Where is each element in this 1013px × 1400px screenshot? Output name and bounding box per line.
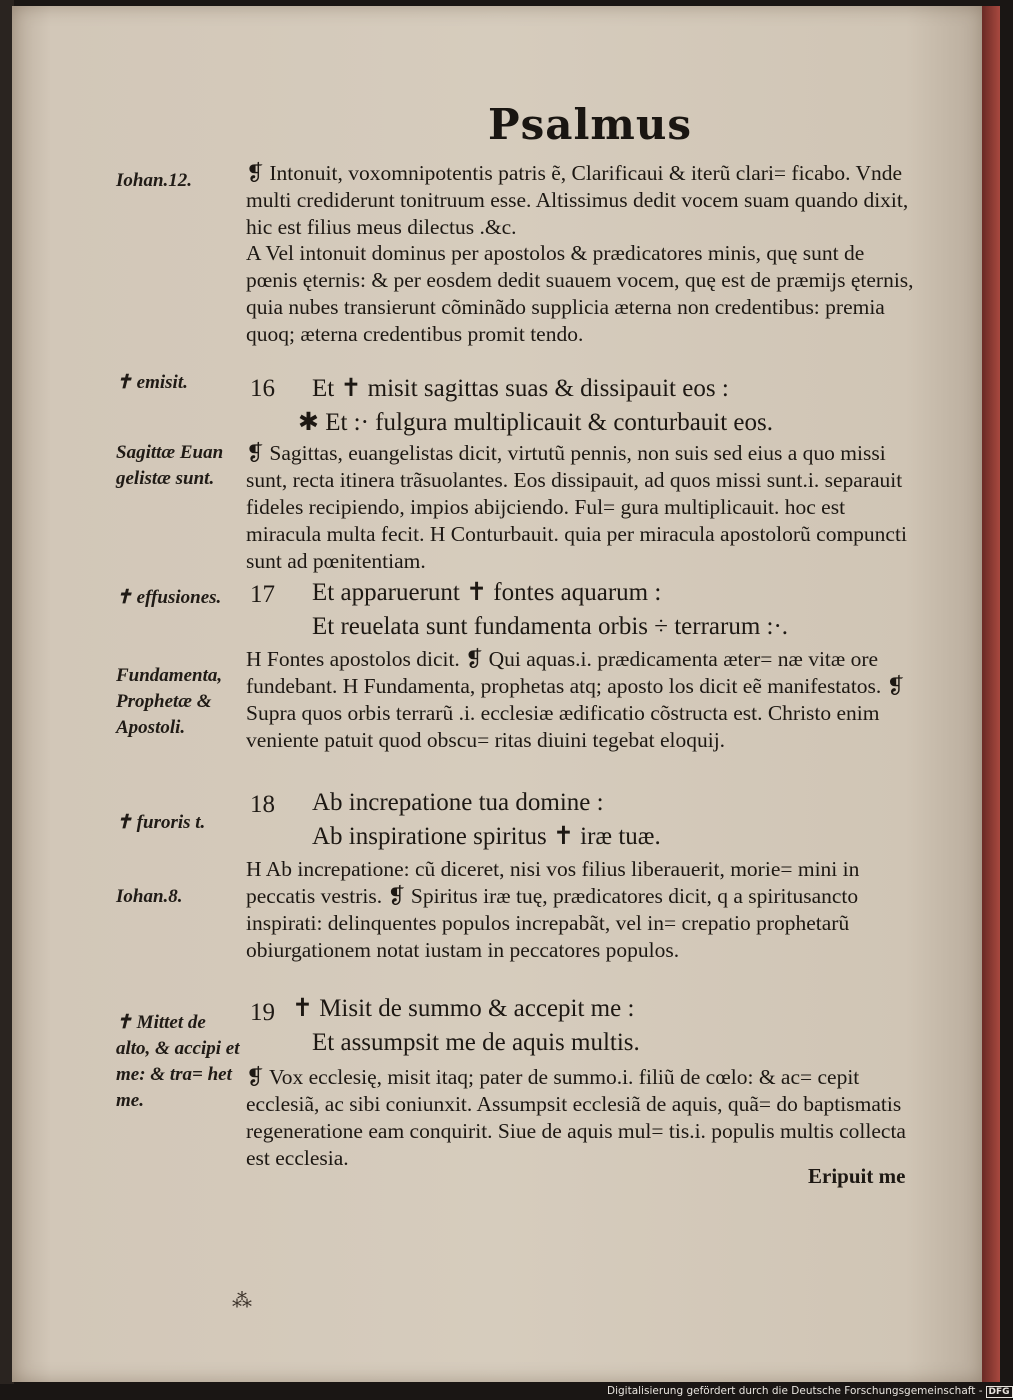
verse-line: Et reuelata sunt fundamenta orbis ÷ terrarum :·. [312, 613, 789, 640]
verse-line: ✝ Misit de summo & accepit me : [292, 995, 635, 1022]
commentary-paragraph: ❡ Intonuit, voxomnipotentis patris ẽ, Clarificaui & iterũ clari= ficabo. Vnde multi crediderunt tonitruum esse. Altissimus dedit vocem suam quando dixit, hic est filius meus dilectus .&c. [246, 161, 909, 239]
verse-number: 18 [250, 791, 275, 818]
verse-number: 19 [250, 999, 275, 1026]
margin-note-iohan8: Iohan.8. [116, 886, 183, 907]
verse-line: Ab increpatione tua domine : [312, 789, 604, 816]
verse-line: Et assumpsit me de aquis multis. [312, 1029, 640, 1056]
commentary-paragraph: H Fontes apostolos dicit. ❡ Qui aquas.i. prædicamenta æter= næ vitæ ore fundebant. H Fundamenta, prophetas atq; aposto los dicit eẽ manifestatos. ❡ Supra quos orbis terrarũ .i. ecclesiæ ædificatio cõstructa est. Christo enim veniente patuit quod obscu= ritas diuini tegebat eloquij. [246, 647, 905, 752]
margin-note-iohan12: Iohan.12. [116, 170, 193, 191]
commentary-paragraph: ❡ Sagittas, euangelistas dicit, virtutũ pennis, non suis sed eius a quo missi sunt, recta itinera trãsuolantes. Eos dissipauit, ad quos missi sunt.i. separauit fideles recipiendo, impios abijciendo. Ful= gura multiplicauit. hoc est miracula multa fecit. H Conturbauit. quia per miracula apostolorũ compuncti sunt ad pœnitentiam. [246, 441, 907, 573]
margin-note-sagittae: Sagittæ Euan gelistæ sunt. [116, 442, 224, 489]
margin-note-emisit: ✝ emisit. [116, 372, 188, 393]
verse-number: 17 [250, 581, 275, 608]
catchword: Eripuit me [808, 1164, 906, 1188]
footer-text: Digitalisierung gefördert durch die Deutsche Forschungsgemeinschaft - [607, 1385, 983, 1397]
verse-line: ✱ Et :· fulgura multiplicauit & conturbauit eos. [298, 409, 774, 436]
dfg-logo: DFG [986, 1386, 1013, 1398]
verse-number: 16 [250, 375, 275, 402]
commentary-paragraph: ❡ Vox ecclesię, misit itaq; pater de summo.i. filiũ de cœlo: & ac= cepit ecclesiã, ac sibi coniunxit. Assumpsit ecclesiã de aquis, quã= do baptismatis regeneratione eam conquirit. Siue de aquis mul= tis.i. populis multis collecta est ecclesia. [246, 1065, 906, 1170]
margin-note-furoris: ✝ furoris t. [116, 812, 206, 833]
verse-line: Ab inspiratione spiritus ✝ iræ tuæ. [312, 823, 661, 850]
verse-line: Et ✝ misit sagittas suas & dissipauit eos : [312, 375, 729, 402]
margin-note-fundamenta: Fundamenta, Prophetæ & Apostoli. [116, 665, 223, 738]
commentary-paragraph: A Vel intonuit dominus per apostolos & prædicatores minis, quę sunt de pœnis ęternis: & per eosdem dedit suauem vocem, quę est de præmijs ęternis, quia nubes transierunt cõminãdo supplicia æterna non credentibus: premia quoq; æterna credentibus promit tendo. [246, 241, 914, 346]
book-spine [982, 6, 1000, 1382]
commentary-paragraph: H Ab increpatione: cũ diceret, nisi vos filius liberauerit, morie= mini in peccatis vestris. ❡ Spiritus iræ tuę, prædicatores dicit, q a spiritusancto inspirati: delinquentes populos increpabãt, vel in= crepatio prophetarũ obiurgationem notat iustam in peccatores populos. [246, 857, 860, 962]
verse-line: Et apparuerunt ✝ fontes aquarum : [312, 579, 662, 606]
digitization-footer [607, 1385, 1013, 1398]
ornament-mark: ⁂ [232, 1290, 252, 1312]
margin-note-mittet: ✝ Mittet de alto, & accipi et me: & tra= het me. [116, 1012, 240, 1111]
margin-note-effusiones: ✝ effusiones. [116, 587, 222, 608]
running-header: Psalmus [488, 100, 693, 149]
